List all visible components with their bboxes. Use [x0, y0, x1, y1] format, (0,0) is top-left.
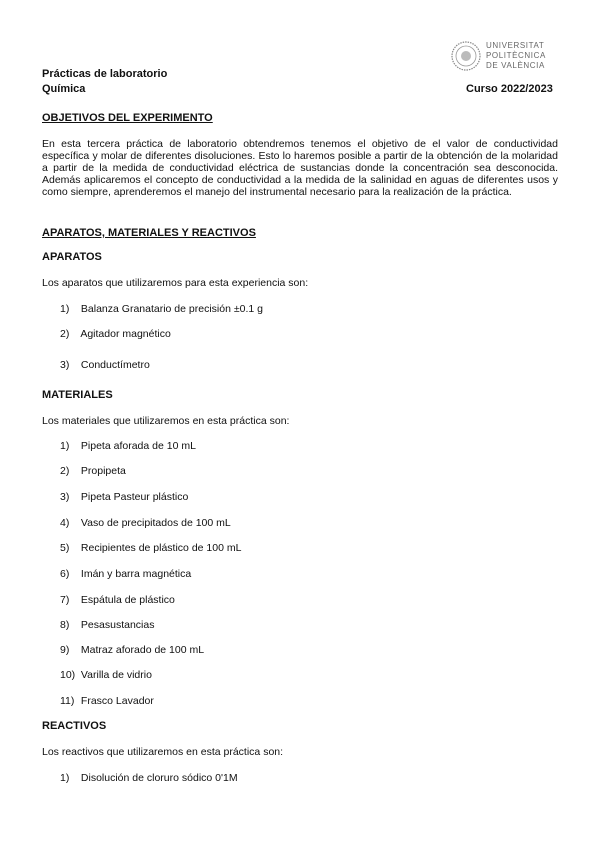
reactivos-heading: REACTIVOS: [42, 720, 107, 732]
header-subject: Química: [42, 83, 86, 95]
list-item: 2) Agitador magnético: [60, 328, 171, 340]
list-item: 2) Propipeta: [60, 465, 126, 477]
equipment-section-heading: APARATOS, MATERIALES Y REACTIVOS: [42, 227, 256, 239]
list-item: 5) Recipientes de plástico de 100 mL: [60, 542, 242, 554]
list-item: 11) Frasco Lavador: [60, 695, 154, 707]
reactivos-intro: Los reactivos que utilizaremos en esta práctica son:: [42, 746, 284, 758]
list-item: 7) Espátula de plástico: [60, 594, 175, 606]
list-item: 4) Vaso de precipitados de 100 mL: [60, 517, 231, 529]
university-seal-icon: [450, 40, 482, 72]
objectives-paragraph: En esta tercera práctica de laboratorio obtendremos tenemos el objetivo de el valor de conductividad específica y molar de diferentes disoluciones. Esto lo haremos posible a partir de la obtención de la molaridad a partir de la medida de conductividad eléctrica de sustancias donde la concentración sea desconocida. Además aplicaremos el concepto de conductividad a la medida de la salinidad en aguas de diferentes usos y como siempre, aprenderemos el manejo del instrumental necesario para la realización de la práctica.: [42, 138, 558, 198]
materiales-intro: Los materiales que utilizaremos en esta práctica son:: [42, 415, 290, 427]
list-item: 1) Disolución de cloruro sódico 0'1M: [60, 772, 238, 784]
list-item: 8) Pesasustancias: [60, 619, 155, 631]
list-item: 1) Balanza Granatario de precisión ±0.1 g: [60, 303, 263, 315]
list-item: 9) Matraz aforado de 100 mL: [60, 644, 205, 656]
aparatos-heading: APARATOS: [42, 251, 102, 263]
list-item: 1) Pipeta aforada de 10 mL: [60, 440, 196, 452]
header-course: Curso 2022/2023: [466, 83, 553, 95]
header-practice-title: Prácticas de laboratorio: [42, 68, 168, 80]
materiales-heading: MATERIALES: [42, 389, 113, 401]
list-item: 10) Varilla de vidrio: [60, 669, 152, 681]
aparatos-intro: Los aparatos que utilizaremos para esta experiencia son:: [42, 277, 309, 289]
university-logo: [450, 40, 560, 76]
list-item: 6) Imán y barra magnética: [60, 568, 192, 580]
list-item: 3) Pipeta Pasteur plástico: [60, 491, 189, 503]
logo-text: UNIVERSITAT POLITÈCNICA DE VALÈNCIA: [486, 41, 546, 70]
list-item: 3) Conductímetro: [60, 359, 150, 371]
objectives-heading: OBJETIVOS DEL EXPERIMENTO: [42, 112, 213, 124]
